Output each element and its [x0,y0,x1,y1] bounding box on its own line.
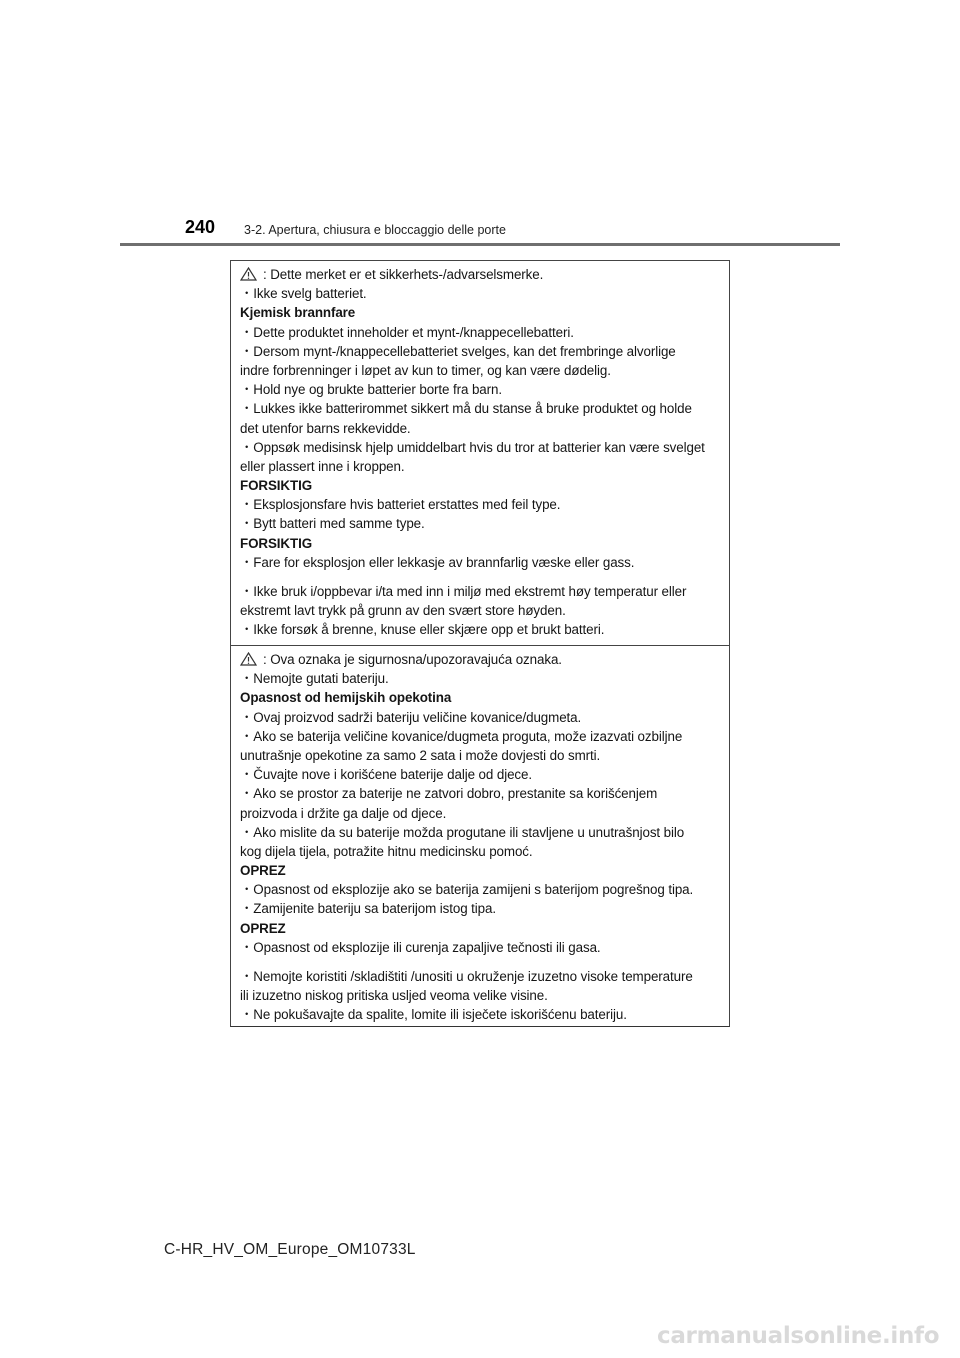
text-line: ・Ikke bruk i/oppbevar i/ta med inn i miljø med ekstremt høy temperatur eller [240,584,687,599]
heading-caution: FORSIKTIG [240,478,313,494]
heading-chemical-burn: Kjemisk brannfare [240,305,356,321]
text-line: ・Ako se prostor za baterije ne zatvori dobro, prestanite sa korišćenjem [240,786,658,802]
page-number: 240 [185,217,216,237]
document-code: C-HR_HV_OM_Europe_OM10733L [164,1241,416,1258]
text-line: ・Ikke svelg batteriet. [240,286,367,302]
text-line: ・Zamijenite bateriju sa baterijom istog tipa. [240,901,496,917]
text-line: ・Dette produktet inneholder et mynt-/knappecellebatteri. [240,324,574,340]
text-line: ・Ako mislite da su baterije možda progutane ili stavljene u unutrašnjost bilo [240,824,685,840]
text-line: ・Nemojte koristiti /skladištiti /unositi u okruženje izuzetno visoke temperature [240,969,693,984]
heading-chemical-burn: Opasnost od hemijskih opekotina [240,690,452,706]
text-line: ・Bytt batteri med samme type. [240,516,425,532]
text-line: ・Ovaj proizvod sadrži bateriju veličine kovanice/dugmeta. [240,709,582,725]
heading-caution: FORSIKTIG [240,535,313,551]
text-line: ekstremt lavt trykk på grunn av den svært store høyden. [240,603,566,619]
warning-symbol-text: : Ova oznaka je sigurnosna/upozoravajuća oznaka. [263,652,562,667]
warning-triangle-icon [240,652,257,666]
watermark: carmanualsonline.info [657,1323,940,1349]
text-line: det utenfor barns rekkevidde. [240,420,411,436]
heading-caution: OPREZ [240,863,286,879]
text-line: ・Ikke forsøk å brenne, knuse eller skjære opp et brukt batteri. [240,622,605,638]
text-line: ・Hold nye og brukte batterier borte fra barn. [240,382,502,398]
warning-triangle-icon [240,267,257,281]
text-line: ・Čuvajte nove i korišćene baterije dalje od djece. [240,767,532,783]
warning-symbol-text: : Dette merket er et sikkerhets-/advarselsmerke. [263,267,544,282]
text-line: ・Opasnost od eksplozije ili curenja zapaljive tečnosti ili gasa. [240,939,601,955]
text-line: unutrašnje opekotine za samo 2 sata i može dovjesti do smrti. [240,747,601,763]
text-line: ・Eksplosjonsfare hvis batteriet erstattes med feil type. [240,497,561,513]
text-line: ・Ako se baterija veličine kovanice/dugmeta proguta, može izazvati ozbiljne [240,728,683,744]
text-line: ・Dersom mynt-/knappecellebatteriet svelges, kan det frembringe alvorlige [240,343,676,359]
text-line: kog dijela tijela, potražite hitnu medicinsku pomoć. [240,843,533,859]
text-line: ・Oppsøk medisinsk hjelp umiddelbart hvis du tror at batterier kan være svelget [240,439,705,455]
text-line: proizvoda i držite ga dalje od djece. [240,805,447,821]
warning-panel-norwegian [230,260,730,645]
text-line: ・Opasnost od eksplozije ako se baterija zamijeni s baterijom pogrešnog tipa. [240,882,694,898]
text-line: ・Lukkes ikke batterirommet sikkert må du stanse å bruke produktet og holde [240,401,692,417]
text-line: ・Ne pokušavajte da spalite, lomite ili isječete iskorišćenu bateriju. [240,1007,627,1023]
text-line: ・Nemojte gutati bateriju. [240,671,389,687]
text-line: ・Fare for eksplosjon eller lekkasje av brannfarlig væske eller gass. [240,554,635,570]
heading-caution: OPREZ [240,920,286,936]
text-line: eller plassert inne i kroppen. [240,458,405,474]
text-line: indre forbrenninger i løpet av kun to timer, og kan være dødelig. [240,362,611,378]
warning-panel-croatian [230,645,730,1027]
header-divider [120,243,840,246]
section-title: 3-2. Apertura, chiusura e bloccaggio delle porte [244,223,506,237]
warning-symbol-line [240,265,723,284]
text-line: ili izuzetno niskog pritiska usljed veoma velike visine. [240,988,548,1004]
warning-symbol-line [240,650,723,669]
